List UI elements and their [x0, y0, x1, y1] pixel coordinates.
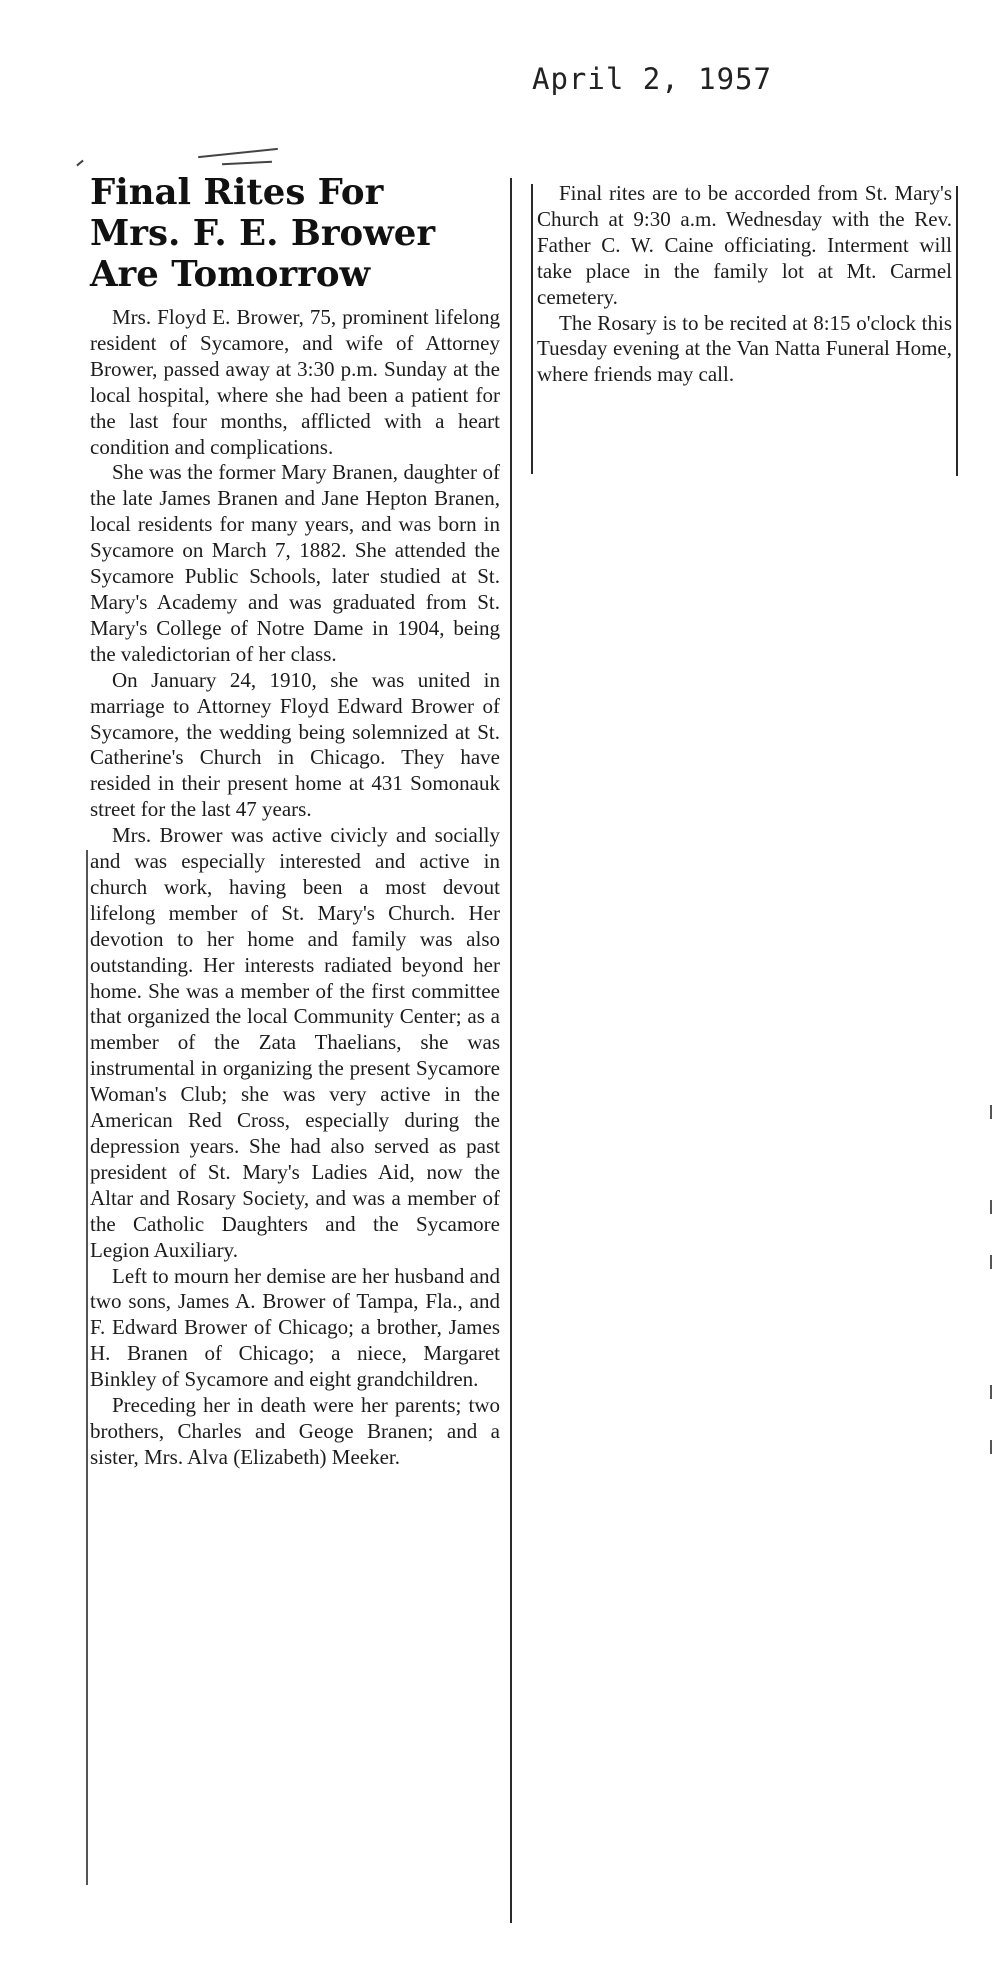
article-paragraph: Left to mourn her demise are her husband and two sons, James A. Brower of Tampa, Fla., and F. Edward Brower of Chicago; a brother, James H. Branen of Chicago; a niece, Margaret Binkley of Sycamore and eight grandchildren.: [90, 1263, 500, 1392]
scissor-mark: [222, 161, 272, 166]
headline-line: Final Rites For: [90, 172, 384, 213]
headline-line: Are Tomorrow: [90, 254, 371, 295]
scissor-mark: [76, 160, 83, 167]
article-paragraph: Mrs. Brower was active civicly and socially and was especially interested and active in church work, having been a most devout lifelong member of St. Mary's Church. Her devotion to her home and family was also outstanding. Her interests radiated beyond her home. She was a member of the first committee that organized the local Community Center; as a member of the Zata Thaelians, she was instrumental in organizing the present Sycamore Woman's Club; she was very active in the American Red Cross, especially during the depression years. She had also served as past president of St. Mary's Ladies Aid, now the Altar and Rosary Society, and was a member of the Catholic Daughters and the Sycamore Legion Auxiliary.: [90, 823, 500, 1262]
article-paragraph: Final rites are to be accorded from St. Mary's Church at 9:30 a.m. Wednesday with the Rev. Father C. W. Caine officiating. Interment will take place in the family lot at Mt. Carmel cemetery.: [537, 181, 952, 309]
adjacent-column-fragment: [990, 1440, 998, 1454]
article-left-column: [90, 172, 500, 1471]
column-rule: [531, 184, 533, 474]
article-paragraph: On January 24, 1910, she was united in marriage to Attorney Floyd Edward Brower of Sycamore, the wedding being solemnized at St. Catherine's Church in Chicago. They have resided in their present home at 431 Somonauk street for the last 47 years.: [90, 667, 500, 822]
adjacent-column-fragment: [990, 1200, 998, 1214]
clipping-date: April 2, 1957: [532, 62, 772, 96]
headline-line: Mrs. F. E. Brower: [90, 213, 436, 254]
article-paragraph: Mrs. Floyd E. Brower, 75, prominent lifelong resident of Sycamore, and wife of Attorney Brower, passed away at 3:30 p.m. Sunday at the local hospital, where she had been a patient for the last four months, afflicted with a heart condition and complications.: [90, 305, 500, 459]
adjacent-column-fragment: [990, 1105, 998, 1119]
column-rule: [956, 186, 958, 476]
article-paragraph: Preceding her in death were her parents; two brothers, Charles and Geoge Branen; and a sister, Mrs. Alva (Elizabeth) Meeker.: [90, 1393, 500, 1469]
article-paragraph: The Rosary is to be recited at 8:15 o'clock this Tuesday evening at the Van Natta Funeral Home, where friends may call.: [537, 310, 952, 387]
column-rule: [510, 178, 512, 1923]
clipping-edge: [86, 850, 88, 1885]
article-paragraph: She was the former Mary Branen, daughter of the late James Branen and Jane Hepton Branen, local residents for many years, and was born in Sycamore on March 7, 1882. She attended the Sycamore Public Schools, later studied at St. Mary's Academy and was graduated from St. Mary's College of Notre Dame in 1904, being the valedictorian of her class.: [90, 460, 500, 666]
adjacent-column-fragment: [990, 1255, 998, 1269]
adjacent-column-fragment: [990, 1385, 998, 1399]
scissor-mark: [198, 148, 278, 158]
article-headline: [90, 172, 500, 295]
article-right-column: [537, 181, 952, 388]
